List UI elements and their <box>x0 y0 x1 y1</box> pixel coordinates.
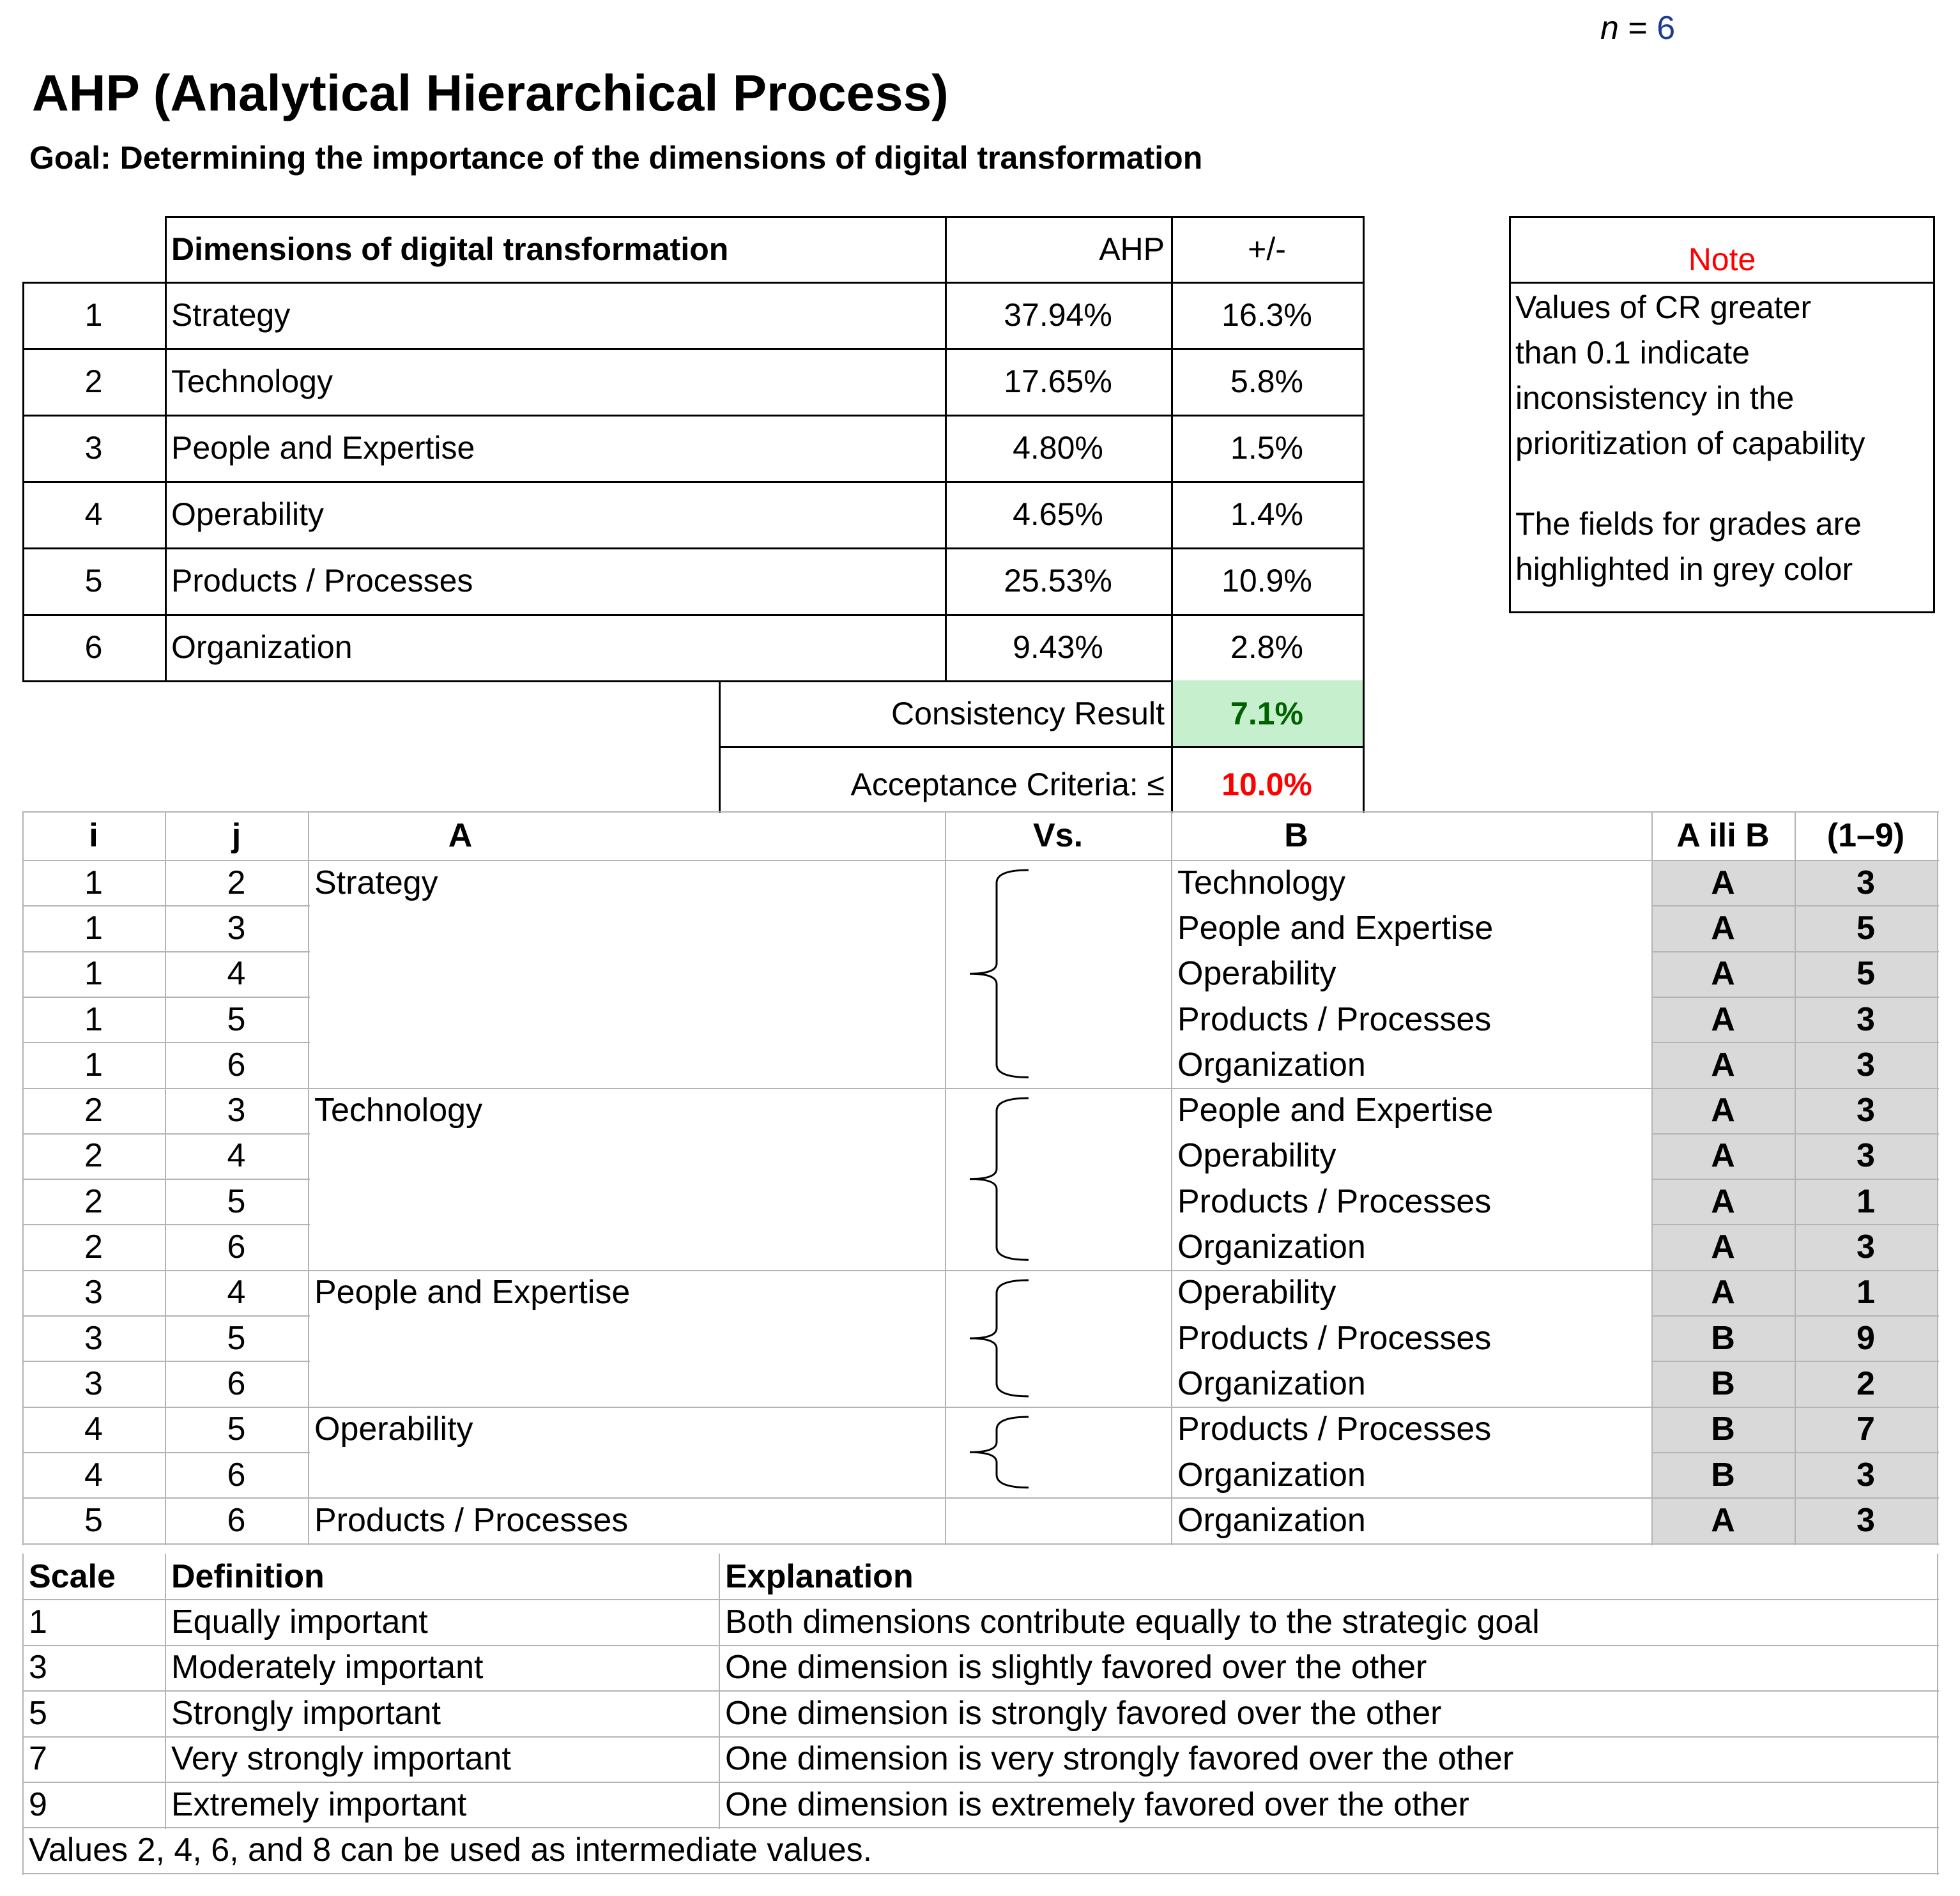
ahp-value: 25.53% <box>1004 563 1112 599</box>
index-j: 3 <box>227 909 246 947</box>
curly-brace-path <box>970 1280 1029 1396</box>
dimension-b: People and Expertise <box>1177 1092 1494 1129</box>
dimension-b: Operability <box>1177 955 1336 993</box>
scale-definition: Strongly important <box>171 1694 441 1732</box>
scale-value: 3 <box>29 1649 47 1686</box>
scale-explanation: One dimension is extremely favored over the other <box>725 1785 1469 1823</box>
index-i: 5 <box>84 1501 103 1539</box>
choice-input[interactable]: B <box>1711 1319 1735 1357</box>
dimension-b: Organization <box>1177 1365 1366 1402</box>
consistency-label: Consistency Result <box>891 695 1165 731</box>
note-line: Values of CR greater <box>1515 289 1812 325</box>
header-scale: (1–9) <box>1826 817 1905 854</box>
page-title: AHP (Analytical Hierarchical Process) <box>32 65 949 121</box>
dimension-b: Organization <box>1177 1046 1366 1083</box>
index-j: 5 <box>227 1411 246 1448</box>
curly-brace-path <box>970 1417 1029 1488</box>
index-i: 3 <box>84 1365 103 1402</box>
header-definition: Definition <box>171 1557 325 1595</box>
pm-value: 5.8% <box>1230 363 1303 399</box>
dimension-number: 4 <box>84 496 103 532</box>
pm-value: 16.3% <box>1221 297 1312 333</box>
pm-value: 1.4% <box>1230 496 1303 532</box>
scale-input[interactable]: 3 <box>1857 1046 1875 1083</box>
note-line: The fields for grades are <box>1515 506 1862 542</box>
header-a: A <box>448 817 473 854</box>
header-dimensions: Dimensions of digital transformation <box>171 231 729 267</box>
scale-footnote: Values 2, 4, 6, and 8 can be used as intermediate values. <box>29 1831 873 1869</box>
header-i: i <box>89 817 98 854</box>
index-j: 2 <box>227 864 246 901</box>
choice-input[interactable]: A <box>1711 1182 1735 1220</box>
index-j: 4 <box>227 1274 246 1311</box>
scale-explanation: One dimension is very strongly favored over the other <box>725 1740 1514 1778</box>
header-b: B <box>1284 817 1308 854</box>
dimension-b: Products / Processes <box>1177 1411 1492 1448</box>
header-vs: Vs. <box>1032 817 1083 854</box>
dimension-number: 5 <box>84 563 103 599</box>
scale-input[interactable]: 1 <box>1857 1182 1875 1220</box>
index-j: 5 <box>227 1000 246 1038</box>
choice-input[interactable]: B <box>1711 1365 1735 1402</box>
dimension-b: Operability <box>1177 1137 1336 1175</box>
index-i: 1 <box>84 1046 103 1083</box>
note-line: prioritization of capability <box>1515 425 1865 461</box>
scale-definition: Moderately important <box>171 1649 484 1686</box>
header-scale: Scale <box>29 1557 116 1595</box>
pm-value: 1.5% <box>1230 430 1303 466</box>
ahp-value: 9.43% <box>1013 629 1103 665</box>
dimension-b: People and Expertise <box>1177 909 1494 947</box>
scale-input[interactable]: 9 <box>1857 1319 1875 1357</box>
dimension-a: Technology <box>314 1092 483 1129</box>
choice-input[interactable]: B <box>1711 1456 1735 1494</box>
curly-brace-icon <box>965 868 1035 1080</box>
header-choice: A ili B <box>1676 817 1770 854</box>
scale-value: 9 <box>29 1785 47 1823</box>
index-i: 2 <box>84 1228 103 1266</box>
choice-input[interactable]: A <box>1711 1092 1735 1129</box>
index-j: 6 <box>227 1046 246 1083</box>
dimension-b: Technology <box>1177 864 1346 901</box>
index-i: 2 <box>84 1137 103 1175</box>
scale-input[interactable]: 3 <box>1857 1456 1875 1494</box>
dimension-b: Products / Processes <box>1177 1319 1492 1357</box>
dimension-a: Operability <box>314 1411 473 1448</box>
curly-brace-path <box>970 870 1029 1078</box>
consistency-value: 7.1% <box>1230 695 1303 731</box>
ahp-value: 4.65% <box>1013 496 1103 532</box>
choice-input[interactable]: A <box>1711 1046 1735 1083</box>
dimension-b: Products / Processes <box>1177 1182 1492 1220</box>
acceptance-label: Acceptance Criteria: ≤ <box>850 767 1165 802</box>
scale-input[interactable]: 3 <box>1857 1228 1875 1266</box>
dimension-name: Operability <box>171 496 324 532</box>
dimension-name: Products / Processes <box>171 563 473 599</box>
dimension-a: Products / Processes <box>314 1501 629 1539</box>
dimension-number: 3 <box>84 430 103 466</box>
dimension-b: Organization <box>1177 1501 1366 1539</box>
index-j: 6 <box>227 1228 246 1266</box>
dimension-b: Products / Processes <box>1177 1000 1492 1038</box>
dimension-name: Strategy <box>171 297 291 333</box>
n-indicator <box>1600 9 1675 47</box>
pm-value: 2.8% <box>1230 629 1303 665</box>
scale-definition: Very strongly important <box>171 1740 511 1778</box>
scale-input[interactable]: 7 <box>1857 1411 1875 1448</box>
index-i: 1 <box>84 909 103 947</box>
scale-input[interactable]: 3 <box>1857 1137 1875 1175</box>
index-j: 6 <box>227 1501 246 1539</box>
pm-value: 10.9% <box>1221 563 1312 599</box>
dimension-number: 1 <box>84 297 103 333</box>
index-i: 4 <box>84 1456 103 1494</box>
note-line: highlighted in grey color <box>1515 551 1853 587</box>
index-j: 6 <box>227 1456 246 1494</box>
note-text-2 <box>1515 501 1862 592</box>
scale-input[interactable]: 3 <box>1857 1092 1875 1129</box>
scale-definition: Extremely important <box>171 1785 467 1823</box>
index-i: 4 <box>84 1411 103 1448</box>
scale-input[interactable]: 3 <box>1857 1501 1875 1539</box>
index-i: 1 <box>84 864 103 901</box>
dimension-b: Organization <box>1177 1456 1366 1494</box>
index-j: 5 <box>227 1319 246 1357</box>
index-i: 3 <box>84 1319 103 1357</box>
curly-brace-icon <box>965 1096 1035 1262</box>
scale-input[interactable]: 2 <box>1857 1365 1875 1402</box>
ahp-value: 17.65% <box>1004 363 1112 399</box>
curly-brace-icon <box>965 1278 1035 1399</box>
note-line: inconsistency in the <box>1515 380 1795 416</box>
index-i: 1 <box>84 1000 103 1038</box>
note-text-1 <box>1515 285 1865 466</box>
dimension-b: Operability <box>1177 1274 1336 1311</box>
header-explanation: Explanation <box>725 1557 914 1595</box>
dimension-number: 6 <box>84 629 103 665</box>
dimension-b: Organization <box>1177 1228 1366 1266</box>
index-i: 1 <box>84 955 103 993</box>
index-j: 4 <box>227 955 246 993</box>
index-i: 2 <box>84 1092 103 1129</box>
index-j: 5 <box>227 1182 246 1220</box>
index-j: 3 <box>227 1092 246 1129</box>
note-line: than 0.1 indicate <box>1515 335 1750 371</box>
header-ahp: AHP <box>1099 231 1165 267</box>
dimension-number: 2 <box>84 363 103 399</box>
choice-input[interactable]: A <box>1711 1000 1735 1038</box>
dimension-name: Organization <box>171 629 353 665</box>
scale-input[interactable]: 3 <box>1857 864 1875 901</box>
index-i: 2 <box>84 1182 103 1220</box>
scale-explanation: One dimension is slightly favored over the other <box>725 1649 1427 1686</box>
choice-input[interactable]: A <box>1711 1137 1735 1175</box>
dimension-a: Strategy <box>314 864 438 901</box>
choice-input[interactable]: B <box>1711 1411 1735 1448</box>
ahp-value: 37.94% <box>1004 297 1112 333</box>
dimension-name: People and Expertise <box>171 430 475 466</box>
choice-input[interactable]: A <box>1711 909 1735 947</box>
curly-brace-icon <box>965 1414 1035 1490</box>
choice-input[interactable]: A <box>1711 1228 1735 1266</box>
choice-input[interactable]: A <box>1711 864 1735 901</box>
scale-definition: Equally important <box>171 1603 428 1641</box>
scale-value: 5 <box>29 1694 47 1732</box>
note-title: Note <box>1688 241 1756 277</box>
goal-subtitle: Goal: Determining the importance of the dimensions of digital transformation <box>29 140 1203 176</box>
scale-value: 1 <box>29 1603 47 1641</box>
dimension-a: People and Expertise <box>314 1274 631 1311</box>
scale-input[interactable]: 5 <box>1857 909 1875 947</box>
header-j: j <box>231 817 241 854</box>
scale-explanation: One dimension is strongly favored over the other <box>725 1694 1442 1732</box>
choice-input[interactable]: A <box>1711 1274 1735 1311</box>
ahp-value: 4.80% <box>1013 430 1103 466</box>
n-value: 6 <box>1657 10 1676 47</box>
n-equals: = <box>1618 10 1657 47</box>
header-pm: +/- <box>1248 231 1286 267</box>
scale-value: 7 <box>29 1740 47 1778</box>
scale-input[interactable]: 3 <box>1857 1000 1875 1038</box>
choice-input[interactable]: A <box>1711 1501 1735 1539</box>
index-j: 6 <box>227 1365 246 1402</box>
n-label: n <box>1600 10 1619 47</box>
index-i: 3 <box>84 1274 103 1311</box>
scale-input[interactable]: 5 <box>1857 955 1875 993</box>
scale-explanation: Both dimensions contribute equally to the strategic goal <box>725 1603 1540 1641</box>
acceptance-value: 10.0% <box>1221 767 1312 802</box>
choice-input[interactable]: A <box>1711 955 1735 993</box>
curly-brace-path <box>970 1098 1029 1260</box>
index-j: 4 <box>227 1137 246 1175</box>
scale-input[interactable]: 1 <box>1857 1274 1875 1311</box>
dimension-name: Technology <box>171 363 333 399</box>
